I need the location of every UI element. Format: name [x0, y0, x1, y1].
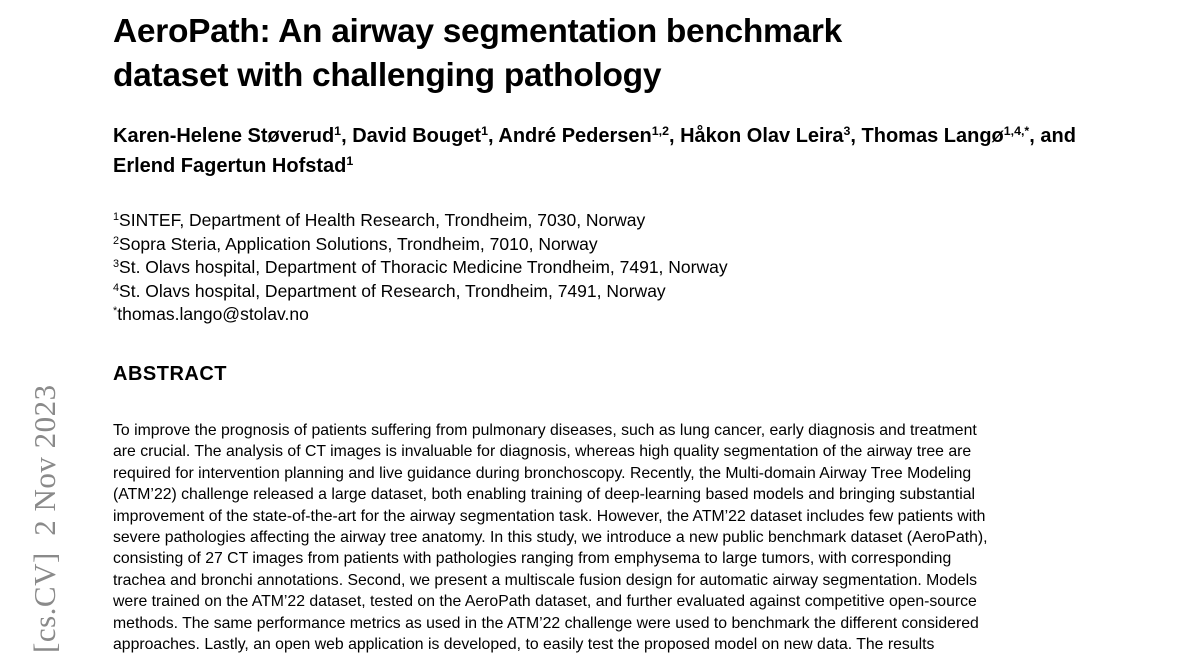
arxiv-watermark: [cs.CV] 2 Nov 2023: [27, 384, 62, 653]
abstract-line: improvement of the state-of-the-art for the airway segmentation task. However, the ATM’22 dataset includes few patients with: [113, 507, 986, 525]
contact-email: *thomas.lango@stolav.no: [113, 304, 309, 325]
author-affiliation-superscript: 1: [481, 124, 488, 139]
abstract-line: approaches. Lastly, an open web application is developed, to easily test the proposed model on new data. The results: [113, 636, 935, 654]
author-affiliation-superscript: 1: [334, 124, 342, 139]
abstract-heading: ABSTRACT: [113, 363, 227, 385]
paper-title-line-1: AeroPath: An airway segmentation benchmark: [113, 13, 842, 50]
author-name: , and Erlend Fagertun Hofstad: [113, 125, 1076, 177]
abstract-line: consisting of 27 CT images from patients with pathologies ranging from emphysema to large tumors, with corresponding: [113, 550, 952, 568]
abstract-line: trachea and bronchi annotations. Second, we present a multiscale fusion design for automatic airway segmentation. Models: [113, 571, 978, 589]
abstract-line: required for intervention planning and live guidance during bronchoscopy. Recently, the Multi-domain Airway Tree Modeling: [113, 464, 972, 482]
affiliation-marker-superscript: 2: [113, 234, 120, 247]
author-affiliation-superscript: 1,2: [651, 124, 669, 139]
abstract-line: severe pathologies affecting the airway tree anatomy. In this study, we introduce a new public benchmark dataset (AeroPath),: [113, 529, 988, 547]
affiliation-marker-superscript: 3: [113, 258, 120, 271]
abstract-line: are crucial. The analysis of CT images is invaluable for diagnosis, whereas high quality segmentation of the airway tree are: [113, 443, 972, 461]
abstract-line: methods. The same performance metrics as used in the ATM’22 challenge were used to benchmark the different considered: [113, 614, 979, 632]
abstract-line: (ATM’22) challenge released a large dataset, both enabling training of deep-learning based models and bringing substantial: [113, 486, 976, 504]
abstract-text: [113, 420, 1113, 655]
author-name: , David Bouget: [341, 125, 482, 147]
author-affiliation-superscript: 3: [843, 124, 851, 139]
paper-title: [113, 10, 1113, 98]
affiliation-st-olavs-thoracic: $^3$St. Olavs hospital, Department of Thoracic Medicine Trondheim, 7491, Norway: [113, 257, 728, 278]
author-affiliation-superscript: 1,4,*: [1003, 124, 1030, 139]
author-name: Karen-Helene Støverud: [113, 125, 335, 147]
author-name: , Håkon Olav Leira: [669, 125, 844, 147]
affiliation-list: [113, 209, 728, 327]
affiliation-marker-superscript: *: [113, 305, 118, 318]
affiliation-sopra-steria: $^2$Sopra Steria, Application Solutions, Trondheim, 7010, Norway: [113, 233, 598, 254]
affiliation-marker-superscript: 1: [113, 211, 120, 224]
abstract-line: To improve the prognosis of patients suffering from pulmonary diseases, such as lung cancer, early diagnosis and treatment: [113, 422, 977, 439]
author-list: [113, 121, 1091, 181]
paper-title-line-2: dataset with challenging pathology: [113, 57, 662, 94]
affiliation-marker-superscript: 4: [113, 281, 120, 294]
author-name: , Thomas Langø: [850, 125, 1004, 147]
author-affiliation-superscript: 1: [346, 154, 354, 169]
abstract-line: were trained on the ATM’22 dataset, tested on the AeroPath dataset, and further evaluated against competitive open-source: [113, 593, 977, 611]
author-name: , André Pedersen: [488, 125, 652, 147]
affiliation-sintef: $^1$SINTEF, Department of Health Research, Trondheim, 7030, Norway: [113, 210, 646, 230]
affiliation-st-olavs-research: $^4$St. Olavs hospital, Department of Research, Trondheim, 7491, Norway: [113, 280, 666, 301]
